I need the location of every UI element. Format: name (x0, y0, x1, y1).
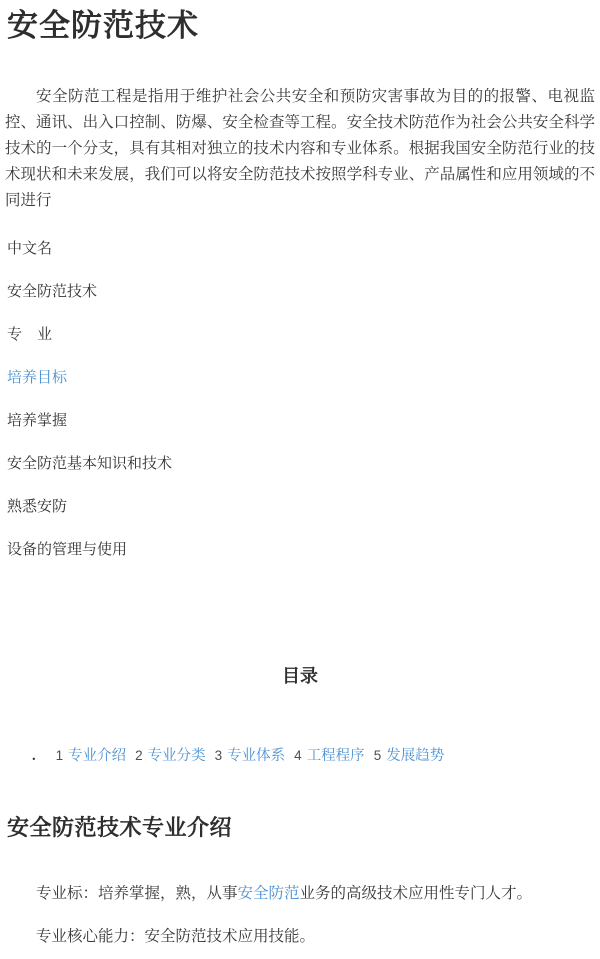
section-heading: 安全防范技术专业介绍 (7, 815, 233, 840)
toc-item-number: 4 (294, 748, 302, 763)
toc-link[interactable]: 工程程序 (306, 748, 365, 764)
toc-list (4, 747, 596, 765)
toc-item-number: 5 (373, 748, 382, 763)
toc-heading: 目录 (282, 666, 318, 686)
toc-item (374, 747, 445, 765)
toc-item-number: 3 (214, 748, 223, 763)
infobox-link[interactable]: 培养目标 (7, 370, 68, 386)
infobox-row: 设备的管理与使用 (7, 542, 128, 558)
toc-link[interactable]: 专业分类 (147, 748, 206, 764)
list-bullet: . (32, 748, 36, 764)
toc-link[interactable]: 专业体系 (227, 748, 286, 764)
paragraph-text: 专业标：培养掌握，熟，从事 (36, 885, 238, 902)
toc-link[interactable]: 专业介绍 (68, 748, 127, 764)
infobox-row: 安全防范基本知识和技术 (7, 456, 173, 472)
paragraph-text: 业务的高级技术应用性专门人才。 (299, 885, 533, 902)
toc-items (56, 747, 454, 765)
infobox-row: 安全防范技术 (7, 284, 98, 300)
lead-paragraph: 安全防范工程是指用于维护社会公共安全和预防灾害事故为目的的报警、电视监控、通讯、出入口控制、防爆、安全检查等工程。安全技术防范作为社会公共安全科学技术的一个分支，具有其相对独立的技术内容和专业体系。根据我国安全防范行业的技术现状和未来发展，我们可以将安全防范技术按照学科专业、产品属性和应用领域的不同进行 (5, 88, 595, 209)
toc-item (294, 747, 365, 765)
section-paragraph: 专业核心能力：安全防范技术应用技能。 (36, 928, 316, 945)
infobox-row: 中文名 (7, 241, 53, 257)
toc-link[interactable]: 发展趋势 (386, 748, 445, 764)
page-title: 安全防范技术 (7, 8, 199, 43)
toc-item (215, 747, 286, 765)
infobox-row: 熟悉安防 (7, 499, 68, 515)
infobox-row: 培养掌握 (7, 413, 68, 429)
toc-item-number: 1 (55, 748, 64, 763)
infobox-row: 专 业 (7, 327, 53, 343)
toc-item (56, 747, 127, 765)
toc-item-number: 2 (135, 748, 143, 763)
infobox (4, 239, 596, 560)
section-paragraph (5, 883, 596, 904)
inline-link[interactable]: 安全防范 (237, 885, 300, 902)
toc-item (135, 747, 206, 765)
